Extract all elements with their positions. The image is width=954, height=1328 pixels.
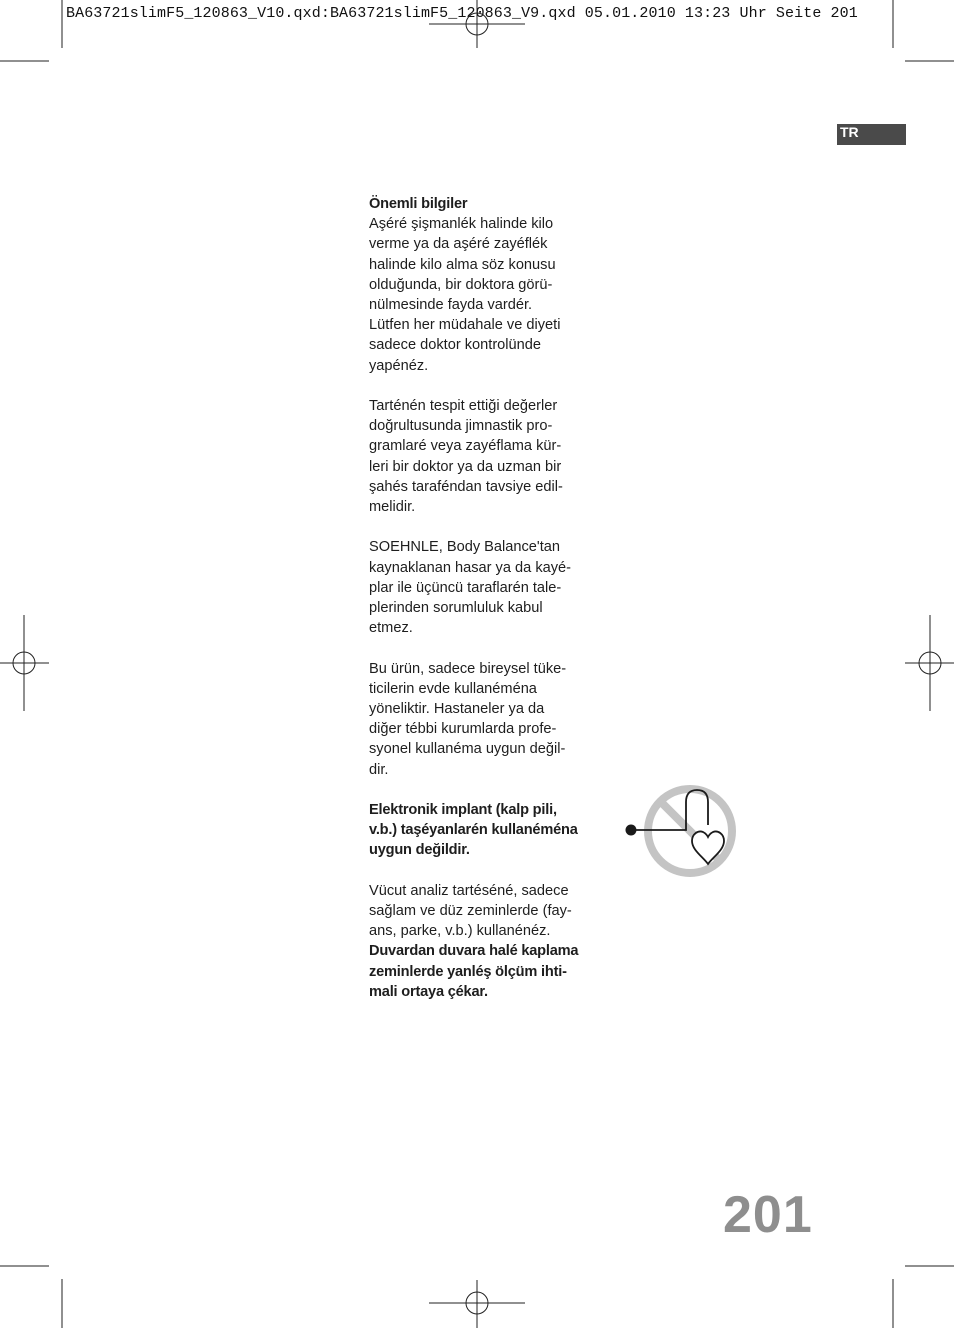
registration-mark-top — [429, 0, 525, 48]
warning-line: mali ortaya çékar. — [369, 983, 488, 1000]
text-line: Bu ürün, sadece bireysel tüke- — [369, 660, 567, 677]
registration-mark-right — [905, 615, 954, 711]
text-line: melidir. — [369, 499, 416, 516]
text-line: Tarténén tespit ettiği değerler — [369, 398, 558, 415]
text-line: dir. — [369, 761, 389, 778]
text-line: şahés taraféndan tavsiye edil- — [369, 478, 563, 495]
text-line: SOEHNLE, Body Balance'tan — [369, 539, 560, 556]
section-heading: Önemli bilgiler — [369, 196, 468, 212]
warning-line: Elektronik implant (kalp pili, — [369, 802, 557, 819]
text-line: halinde kilo alma söz konusu — [369, 256, 556, 273]
text-line: plerinden sorumluluk kabul — [369, 600, 543, 617]
text-line: ans, parke, v.b.) kullanénéz. — [369, 923, 551, 940]
text-line: yöneliktir. Hastaneler ya da — [369, 701, 545, 718]
registration-mark-bottom — [429, 1280, 525, 1328]
warning-line: Duvardan duvara halé kaplama — [369, 943, 579, 960]
text-line: sadece doktor kontrolünde — [369, 337, 541, 354]
text-line: Aşéré şişmanlék halinde kilo — [369, 216, 554, 233]
no-pacemaker-icon — [624, 782, 742, 882]
text-line: etmez. — [369, 620, 413, 637]
text-line: nülmesinde fayda vardér. — [369, 297, 533, 314]
text-line: yapénéz. — [369, 357, 429, 374]
text-line: olduğunda, bir doktora görü- — [369, 276, 553, 293]
print-slug-line: BA63721slimF5_120863_V10.qxd:BA63721slimF5_120863_V9.qxd 05.01.2010 13:23 Uhr Seite 201 — [66, 5, 858, 22]
warning-line: uygun değildir. — [369, 842, 470, 859]
text-line: sağlam ve düz zeminlerde (fay- — [369, 903, 572, 920]
text-line: diğer tébbi kurumlarda profe- — [369, 721, 557, 738]
text-line: Lütfen her müdahale ve diyeti — [369, 317, 561, 334]
warning-line: zeminlerde yanléş ölçüm ihti- — [369, 963, 567, 980]
text-line: Vücut analiz tartéséné, sadece — [369, 882, 569, 899]
language-tab: TR — [837, 124, 906, 145]
text-line: verme ya da aşéré zayéflék — [369, 236, 548, 253]
registration-mark-left — [0, 615, 49, 711]
text-line: plar ile üçüncü taraflarén tale- — [369, 579, 562, 596]
text-line: kaynaklanan hasar ya da kayé- — [369, 559, 572, 576]
warning-line: v.b.) taşéyanlarén kullanéména — [369, 822, 578, 839]
text-line: ticilerin evde kullanéména — [369, 680, 537, 697]
text-line: syonel kullanéma uygun değil- — [369, 741, 566, 758]
page-number: 201 — [723, 1186, 813, 1244]
text-line: leri bir doktor ya da uzman bir — [369, 458, 562, 475]
text-line: doğrultusunda jimnastik pro- — [369, 418, 553, 435]
text-line: gramlaré veya zayéflama kür- — [369, 438, 562, 455]
text-column — [369, 194, 587, 1002]
